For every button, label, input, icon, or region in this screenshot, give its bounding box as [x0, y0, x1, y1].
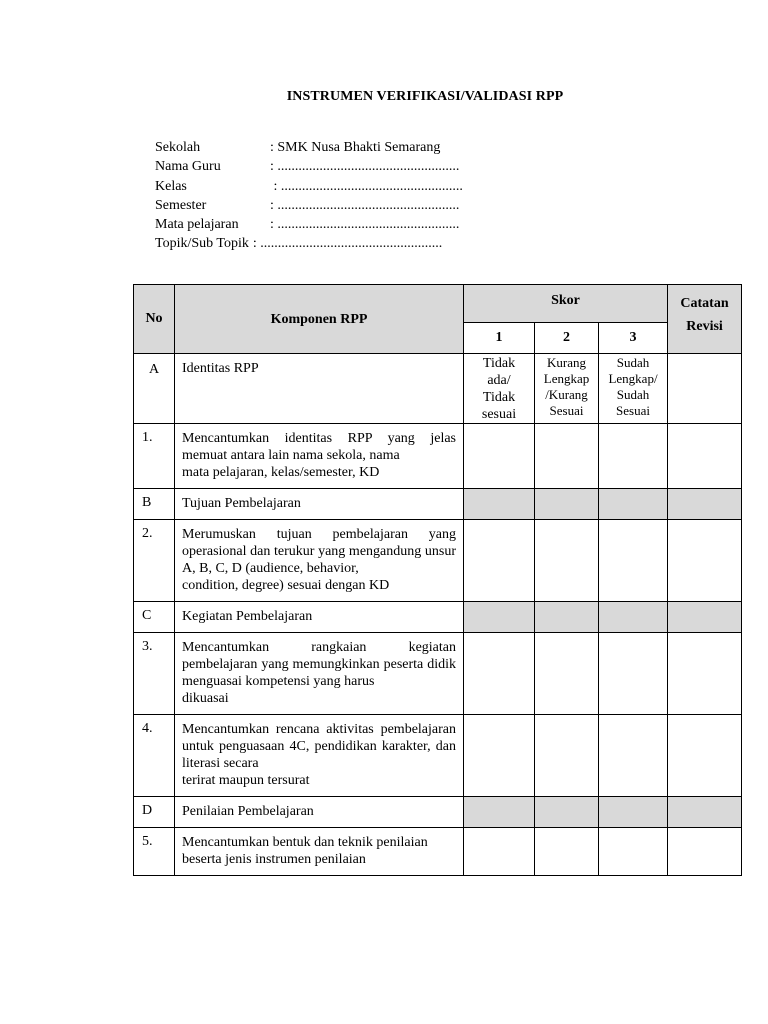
table-row	[134, 489, 742, 520]
score-cell	[599, 602, 668, 633]
info-label: Kelas	[155, 178, 187, 194]
info-value: : ....................................................	[270, 159, 460, 175]
score-cell	[535, 828, 599, 876]
score-cell	[464, 797, 535, 828]
info-row-kelas	[155, 177, 463, 196]
score-cell	[599, 797, 668, 828]
score-cell	[599, 633, 668, 715]
info-value: : ....................................................	[270, 217, 460, 233]
score-cell	[599, 520, 668, 602]
header-catatan: Catatan	[680, 296, 729, 311]
revisi-cell	[668, 602, 742, 633]
score-cell	[535, 715, 599, 797]
row-index: 5.	[134, 828, 175, 876]
revisi-cell	[668, 489, 742, 520]
info-value: : ....................................................	[270, 178, 463, 194]
info-label: Mata pelajaran	[155, 217, 239, 233]
row-index: B	[134, 489, 175, 520]
score-cell	[535, 797, 599, 828]
table-header-row	[134, 285, 742, 323]
score-cell	[464, 602, 535, 633]
score-cell	[464, 828, 535, 876]
row-text: Mencantumkan bentuk dan teknik penilaian beserta jenis instrumen penilaian	[175, 828, 464, 876]
revisi-cell	[668, 633, 742, 715]
verification-table	[133, 284, 742, 876]
header-catatan-revisi	[668, 285, 742, 354]
info-label: Sekolah	[155, 140, 201, 155]
score-cell	[599, 715, 668, 797]
revisi-cell	[668, 354, 742, 424]
row-text: Identitas RPP	[175, 354, 464, 424]
info-row-semester	[155, 196, 463, 215]
info-label: Topik/Sub Topik	[155, 236, 249, 252]
info-value: : SMK Nusa Bhakti Semarang	[270, 140, 441, 155]
score-desc-2: Kurang Lengkap /Kurang Sesuai	[535, 354, 599, 424]
score-desc-3: Sudah Lengkap/ Sudah Sesuai	[599, 354, 668, 424]
table-row	[134, 354, 742, 424]
row-text: Kegiatan Pembelajaran	[175, 602, 464, 633]
score-cell	[464, 424, 535, 489]
row-index: 1.	[134, 424, 175, 489]
row-text: Mencantumkan rencana aktivitas pembelajaran untuk penguasaan 4C, pendidikan karakter, dan literasi secara terirat maupun tersurat	[175, 715, 464, 797]
info-value: : ....................................................	[270, 197, 460, 213]
table-row	[134, 602, 742, 633]
info-row-topik	[155, 234, 463, 253]
row-text: Tujuan Pembelajaran	[175, 489, 464, 520]
score-cell	[599, 489, 668, 520]
row-index: C	[134, 602, 175, 633]
row-index: A	[134, 354, 175, 424]
document-title: INSTRUMEN VERIFIKASI/VALIDASI RPP	[286, 89, 564, 104]
header-score-1: 1	[464, 323, 535, 354]
score-desc-1: Tidak ada/ Tidak sesuai	[464, 354, 535, 424]
score-cell	[464, 489, 535, 520]
row-index: 3.	[134, 633, 175, 715]
row-text: Mencantumkan rangkaian kegiatan pembelajaran yang memungkinkan peserta didik menguasai kompetensi yang harus dikuasai	[175, 633, 464, 715]
header-no: No	[134, 285, 175, 354]
revisi-cell	[668, 424, 742, 489]
score-cell	[464, 715, 535, 797]
score-cell	[535, 424, 599, 489]
revisi-cell	[668, 520, 742, 602]
info-label: Nama Guru	[155, 159, 221, 175]
info-value: : ....................................................	[252, 236, 443, 252]
table-row	[134, 715, 742, 797]
table-row	[134, 797, 742, 828]
table-row	[134, 633, 742, 715]
info-row-mata-pelajaran	[155, 215, 463, 234]
score-cell	[599, 424, 668, 489]
header-skor: Skor	[464, 285, 668, 323]
info-label: Semester	[155, 197, 207, 213]
revisi-cell	[668, 828, 742, 876]
table-row	[134, 828, 742, 876]
header-komponen: Komponen RPP	[175, 285, 464, 354]
row-text: Penilaian Pembelajaran	[175, 797, 464, 828]
score-cell	[464, 520, 535, 602]
header-score-3: 3	[599, 323, 668, 354]
table-row	[134, 424, 742, 489]
row-index: 2.	[134, 520, 175, 602]
header-revisi: Revisi	[686, 319, 723, 334]
row-index: 4.	[134, 715, 175, 797]
info-row-sekolah	[155, 138, 463, 157]
revisi-cell	[668, 715, 742, 797]
score-cell	[464, 633, 535, 715]
row-index: D	[134, 797, 175, 828]
table-row	[134, 520, 742, 602]
score-cell	[535, 520, 599, 602]
info-row-nama-guru	[155, 157, 463, 176]
score-cell	[535, 489, 599, 520]
identity-fields	[155, 138, 463, 254]
header-score-2: 2	[535, 323, 599, 354]
score-cell	[535, 602, 599, 633]
row-text: Mencantumkan identitas RPP yang jelas memuat antara lain nama sekola, nama mata pelajaran, kelas/semester, KD	[175, 424, 464, 489]
score-cell	[599, 828, 668, 876]
row-text: Merumuskan tujuan pembelajaran yang operasional dan terukur yang mengandung unsur A, B, C, D (audience, behavior, condition, degree) sesuai dengan KD	[175, 520, 464, 602]
score-cell	[535, 633, 599, 715]
revisi-cell	[668, 797, 742, 828]
